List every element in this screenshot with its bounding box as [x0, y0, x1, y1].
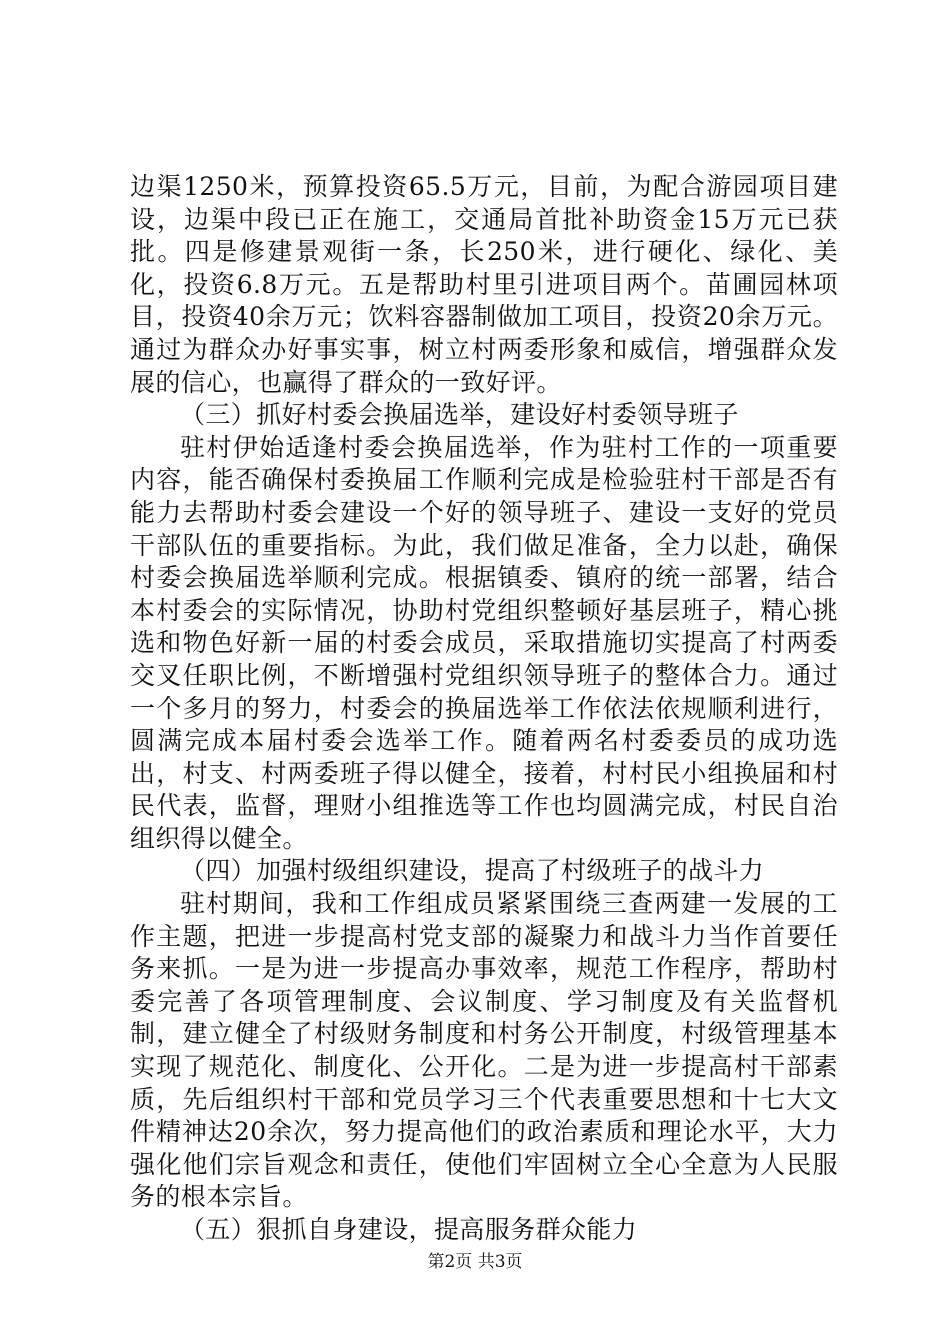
section-heading-4: （四）加强村级组织建设，提高了村级班子的战斗力 — [180, 856, 765, 886]
document-body — [130, 171, 838, 1247]
paragraph-continued: 边渠1250米，预算投资65.5万元，目前，为配合游园项目建设，边渠中段已正在施工，交通局首批补助资金15万元已获批。四是修建景观街一条，长250米，进行硬化、绿化、美化，投资6.8万元。五是帮助村里引进项目两个。苗圃园林项目，投资40余万元；饮料容器制做加工项目，投资20余万元。通过为群众办好事实事，树立村两委形象和威信，增强群众发展的信心，也赢得了群众的一致好评。 — [130, 172, 838, 397]
page-footer: 第2页 共3页 — [427, 1252, 523, 1272]
paragraph-election: 驻村伊始适逢村委会换届选举，作为驻村工作的一项重要内容，能否确保村委换届工作顺利完成是检验驻村干部是否有能力去帮助村委会建设一个好的领导班子、建设一支好的党员干部队伍的重要指标。为此，我们做足准备，全力以赴，确保村委会换届选举顺利完成。根据镇委、镇府的统一部署，结合本村委会的实际情况，协助村党组织整顿好基层班子，精心挑选和物色好新一届的村委会成员，采取措施切实提高了村两委交叉任职比例，不断增强村党组织领导班子的整体合力。通过一个多月的努力，村委会的换届选举工作依法依规顺利进行，圆满完成本届村委会选举工作。随着两名村委委员的成功选出，村支、村两委班子得以健全，接着，村村民小组换届和村民代表，监督，理财小组推选等工作也均圆满完成，村民自治组织得以健全。 — [130, 432, 838, 853]
section-heading-3: （三）抓好村委会换届选举，建设好村委领导班子 — [180, 400, 739, 430]
paragraph-organization: 驻村期间，我和工作组成员紧紧围绕三查两建一发展的工作主题，把进一步提高村党支部的凝聚力和战斗力当作首要任务来抓。一是为进一步提高办事效率，规范工作程序，帮助村委完善了各项管理制度、会议制度、学习制度及有关监督机制，建立健全了村级财务制度和村务公开制度，村级管理基本实现了规范化、制度化、公开化。二是为进一步提高村干部素质，先后组织村干部和党员学习三个代表重要思想和十七大文件精神达20余次，努力提高他们的政治素质和理论水平，大力强化他们宗旨观念和责任，使他们牢固树立全心全意为人民服务的根本宗旨。 — [130, 889, 838, 1212]
section-heading-5: （五）狠抓自身建设，提高服务群众能力 — [180, 1215, 638, 1244]
